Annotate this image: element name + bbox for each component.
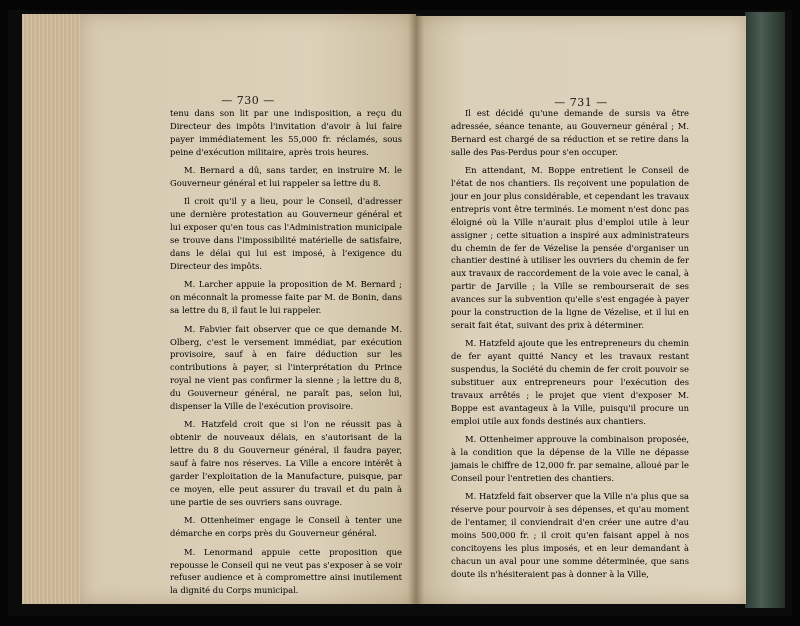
page-number: — 731 — (554, 96, 608, 109)
paragraph: Il est décidé qu'une demande de sursis va être adressée, séance tenante, au Gouverneur général ; M. Bernard est chargé de sa réduction et se retire dans la salle des Pas-Perdus pour s'en occuper. (451, 108, 689, 157)
paragraph: M. Lenormand appuie cette proposition que repousse le Conseil qui ne veut pas s'exposer à se voir refuser audience et à compromettre ainsi inutilement la dignité du Corps municipal. (170, 546, 402, 596)
paragraph: M. Hatzfeld fait observer que la Ville n'a plus que sa réserve pour pourvoir à ses dépenses, et qu'au moment de l'entamer, il conviendrait d'en créer une autre d'au moins 500,000 fr. ; il croit qu'en faisant appel à nos concitoyens les plus imposés, et en leur demandant à chacun un aval pour une somme déterminée, que sans doute ils n'hésiteraient pas à donner à la Ville, (451, 491, 689, 579)
left-page-text (170, 107, 402, 603)
paragraph: En attendant, M. Boppe entretient le Conseil de l'état de nos chantiers. Ils reçoivent une population de jour en jour plus considérable, et cependant les travaux entrepris vont être terminés. Le moment n'est donc pas éloigné où la Ville n'aurait plus d'emploi utile à leur assigner ; cette situation a inspiré aux administrateurs du chemin de fer de Vézelise la pensée d'organiser un chantier destiné à utiliser les ouvriers du chemin de fer aux travaux de raccordement de la voie avec le canal, à partir de Jarville ; la Ville se rembourserait de ses avances sur la subvention qu'elle s'est engagée à payer pour la construction de la ligne de Vézelise, et il lui en serait fait état, suivant des prix à déterminer. (451, 165, 689, 330)
paragraph: tenu dans son lit par une indisposition, a reçu du Directeur des impôts l'invitation d'avoir à lui faire payer immédiatement les 55,000 fr. réclamés, sous peine d'exécution militaire, après trois heures. (170, 108, 402, 157)
book-gutter (408, 14, 424, 604)
paragraph: M. Hatzfeld croit que si l'on ne réussit pas à obtenir de nouveaux délais, en s'autorisant de la lettre du 8 du Gouverneur général, il faudra payer, sauf à faire nos réserves. La Ville a encore intérêt à garder l'exploitation de la Manufacture, puisque, par ce moyen, elle peut assurer du travail et du pain à une partie de ses ouvriers sans ouvrage. (170, 419, 402, 507)
paragraph: M. Bernard a dû, sans tarder, en instruire M. le Gouverneur général et lui rappeler sa lettre du 8. (170, 165, 402, 189)
book-cover-edge (745, 12, 785, 608)
paragraph: Il croit qu'il y a lieu, pour le Conseil, d'adresser une dernière protestation au Gouverneur général et lui exposer qu'en tous cas l'Administration municipale se trouve dans l'impossibilité matérielle de satisfaire, dans le délai qui lui est imposé, à l'exigence du Directeur des impôts. (170, 196, 402, 271)
paragraph: M. Larcher appuie la proposition de M. Bernard ; on méconnaît la promesse faite par M. de Bonin, dans sa lettre du 8, il faut le lui rappeler. (170, 279, 402, 316)
page-number: — 730 — (221, 94, 275, 107)
paragraph: M. Ottenheimer approuve la combinaison proposée, à la condition que la dépense de la Ville ne dépasse jamais le chiffre de 12,000 fr. par semaine, alloué par le Conseil pour l'entretien des chantiers. (451, 434, 689, 483)
paragraph: M. Hatzfeld ajoute que les entrepreneurs du chemin de fer ayant quitté Nancy et les travaux restant suspendus, la Société du chemin de fer croit pouvoir se substituer aux entrepreneurs pour l'exécution des travaux arrêtés ; le projet que vient d'exposer M. Boppe est avantageux à la Ville, puisqu'il procure un emploi utile aux fonds destinés aux chantiers. (451, 338, 689, 426)
page-stack-edge (22, 14, 84, 604)
right-page-text (451, 107, 689, 586)
paragraph: M. Fabvier fait observer que ce que demande M. Olberg, c'est le versement immédiat, par exécution provisoire, sauf à en faire déduction sur les contributions à payer, si l'interprétation du Prince royal ne vient pas confirmer la sienne ; la lettre du 8, du Gouverneur général, ne paraît pas, selon lui, dispenser la Ville de l'exécution provisoire. (170, 323, 402, 412)
paragraph: M. Ottenheimer engage le Conseil à tenter une démarche en corps près du Gouverneur général. (170, 515, 402, 539)
